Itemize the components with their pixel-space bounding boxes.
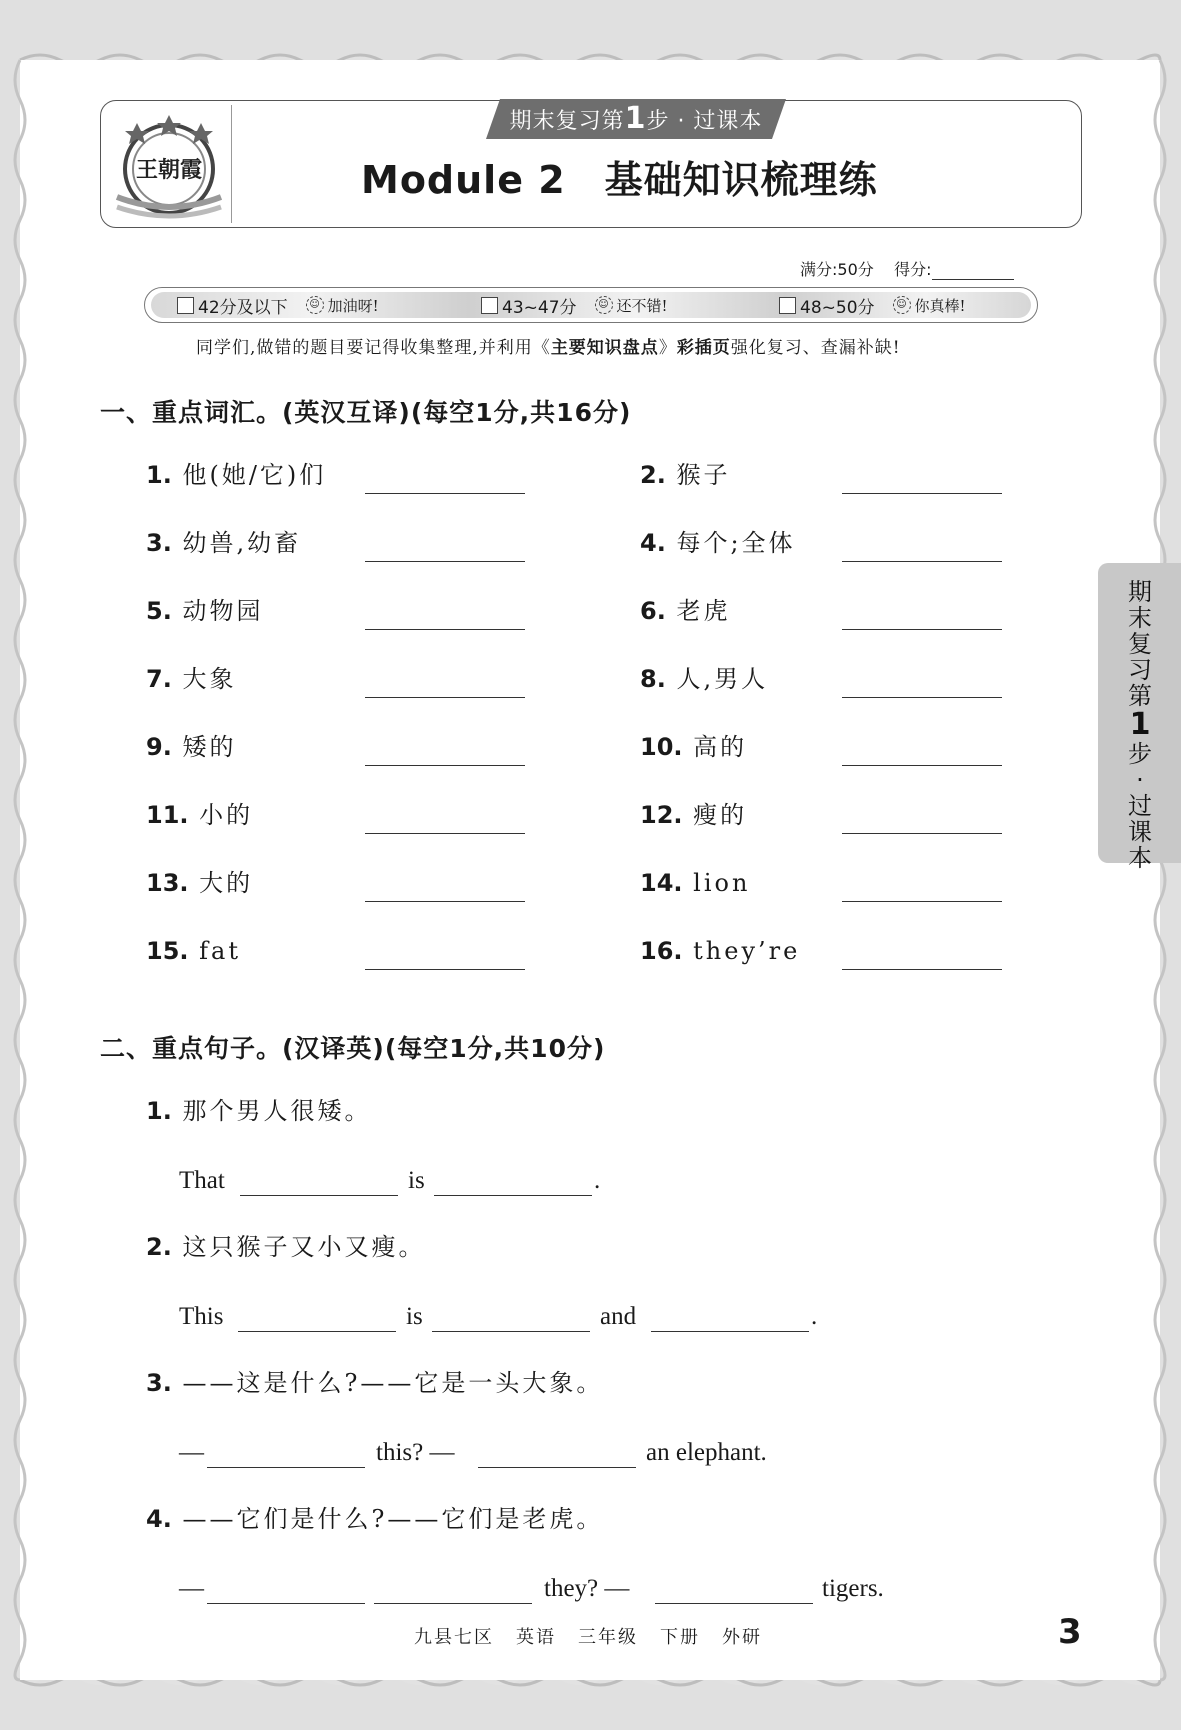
sentence-question — [146, 1232, 425, 1262]
answer-blank[interactable] — [655, 1603, 813, 1604]
vocab-item — [146, 868, 253, 898]
vocab-number: 16. — [640, 937, 683, 965]
vocab-number: 2. — [640, 461, 666, 489]
grade-range: 42分及以下 — [198, 297, 288, 318]
answer-word: tigers. — [822, 1575, 884, 1602]
vocab-answer-blank[interactable] — [842, 833, 1002, 834]
answer-word: is — [406, 1303, 423, 1330]
smiley-icon: ☺ — [893, 296, 911, 314]
header-box — [100, 100, 1082, 228]
vocab-item — [146, 936, 241, 966]
grade-message: 还不错! — [616, 296, 668, 315]
vocab-text: 大象 — [182, 665, 237, 693]
vocab-answer-blank[interactable] — [842, 969, 1002, 970]
vocab-text: they’re — [693, 937, 801, 965]
checkbox-icon[interactable] — [481, 297, 498, 314]
vocab-answer-blank[interactable] — [842, 765, 1002, 766]
question-text: ——它们是什么?——它们是老虎。 — [182, 1505, 604, 1533]
side-tab-char: 本 — [1128, 844, 1152, 872]
answer-word: and — [600, 1303, 637, 1330]
vocab-item — [640, 868, 750, 898]
header-tab — [486, 99, 786, 141]
logo-emblem-icon — [107, 105, 231, 223]
vocab-answer-blank[interactable] — [842, 901, 1002, 902]
publisher-logo — [107, 105, 232, 223]
grade-message: 加油呀! — [327, 296, 379, 315]
vocab-number: 10. — [640, 733, 683, 761]
vocab-text: 动物园 — [182, 597, 264, 625]
grade-range: 48~50分 — [800, 297, 875, 318]
vocab-answer-blank[interactable] — [365, 765, 525, 766]
vocab-number: 12. — [640, 801, 683, 829]
vocab-answer-blank[interactable] — [842, 561, 1002, 562]
answer-word: this? — — [376, 1439, 455, 1466]
side-tab-char: 第 — [1128, 682, 1152, 710]
vocab-text: 幼兽,幼畜 — [182, 529, 302, 557]
side-tab-label — [1118, 579, 1162, 871]
section1-title: 一、重点词汇。(英汉互译)(每空1分,共16分) — [100, 398, 632, 427]
vocab-answer-blank[interactable] — [842, 697, 1002, 698]
footer-region: 九县七区 — [414, 1627, 494, 1648]
grade-option-1[interactable] — [177, 294, 379, 316]
answer-blank[interactable] — [651, 1331, 809, 1332]
answer-word: an elephant. — [646, 1439, 767, 1466]
vocab-item — [640, 596, 730, 626]
side-tab-char: 期 — [1128, 578, 1152, 606]
answer-blank[interactable] — [240, 1195, 398, 1196]
vocab-number: 13. — [146, 869, 189, 897]
vocab-text: 每个;全体 — [676, 529, 796, 557]
logo-text: 王朝霞 — [135, 157, 203, 183]
side-tab-char: 步 — [1128, 740, 1152, 768]
answer-word: That — [179, 1167, 225, 1194]
vocab-item — [146, 664, 236, 694]
question-text: 那个男人很矮。 — [182, 1097, 372, 1125]
vocab-item — [146, 732, 236, 762]
smiley-icon: ☺ — [595, 296, 613, 314]
vocab-number: 8. — [640, 665, 666, 693]
answer-blank[interactable] — [374, 1603, 532, 1604]
footer-grade: 三年级 — [578, 1627, 638, 1648]
answer-word: is — [408, 1167, 425, 1194]
side-tab-char: 过 — [1128, 792, 1152, 820]
answer-punct: . — [594, 1167, 601, 1194]
answer-blank[interactable] — [207, 1467, 365, 1468]
study-notice — [196, 333, 901, 358]
grade-bar — [144, 287, 1038, 323]
question-text: 这只猴子又小又瘦。 — [182, 1233, 426, 1261]
tab-suffix: 步 · 过课本 — [646, 109, 763, 134]
side-chapter-tab — [1098, 563, 1181, 872]
vocab-number: 5. — [146, 597, 172, 625]
side-tab-char: · — [1136, 766, 1144, 794]
page-title: Module 2 基础知识梳理练 — [361, 158, 878, 202]
question-number: 2. — [146, 1233, 172, 1261]
section2-title: 二、重点句子。(汉译英)(每空1分,共10分) — [100, 1034, 606, 1063]
answer-blank[interactable] — [432, 1331, 590, 1332]
question-number: 3. — [146, 1369, 172, 1397]
vocab-number: 1. — [146, 461, 172, 489]
vocab-number: 7. — [146, 665, 172, 693]
question-number: 4. — [146, 1505, 172, 1533]
vocab-item — [640, 664, 768, 694]
vocab-number: 4. — [640, 529, 666, 557]
notice-text: 》 — [658, 338, 677, 358]
tab-prefix: 期末复习第 — [509, 109, 625, 134]
vocab-item — [640, 732, 747, 762]
footer-edition: 外研 — [722, 1627, 762, 1648]
footer-meta — [414, 1623, 784, 1649]
vocab-number: 9. — [146, 733, 172, 761]
side-tab-char: 习 — [1128, 656, 1152, 684]
question-text: ——这是什么?——它是一头大象。 — [182, 1369, 604, 1397]
vocab-text: 他(她/它)们 — [182, 461, 327, 489]
sentence-question — [146, 1368, 603, 1398]
vocab-text: lion — [693, 869, 751, 897]
vocab-text: 大的 — [199, 869, 254, 897]
vocab-item — [640, 528, 796, 558]
grade-option-2[interactable] — [481, 294, 668, 316]
answer-dash: — — [179, 1439, 204, 1466]
vocab-answer-blank[interactable] — [842, 629, 1002, 630]
side-tab-char: 复 — [1128, 630, 1152, 658]
answer-dash: — — [179, 1575, 204, 1602]
vocab-answer-blank[interactable] — [365, 969, 525, 970]
vocab-item — [640, 936, 800, 966]
got-score-label: 得分: — [894, 260, 932, 279]
answer-blank[interactable] — [207, 1603, 365, 1604]
vocab-number: 15. — [146, 937, 189, 965]
side-tab-char: 末 — [1128, 604, 1152, 632]
footer-volume: 下册 — [660, 1627, 700, 1648]
vocab-item — [640, 800, 747, 830]
vocab-answer-blank[interactable] — [365, 901, 525, 902]
checkbox-icon[interactable] — [779, 297, 796, 314]
header-tab-label — [486, 99, 786, 139]
notice-text: 强化复习、查漏补缺! — [730, 338, 901, 358]
answer-word: This — [179, 1303, 224, 1330]
vocab-answer-blank[interactable] — [365, 493, 525, 494]
vocab-item — [146, 800, 253, 830]
side-tab-char: 课 — [1128, 818, 1152, 846]
footer-subject: 英语 — [516, 1627, 556, 1648]
full-score-label: 满分:50分 — [800, 260, 874, 279]
vocab-number: 14. — [640, 869, 683, 897]
answer-word: they? — — [544, 1575, 630, 1602]
notice-text: 同学们,做错的题目要记得收集整理,并利用《 — [196, 338, 551, 358]
page-number: 3 — [1058, 1612, 1082, 1652]
vocab-answer-blank[interactable] — [842, 493, 1002, 494]
vocab-number: 6. — [640, 597, 666, 625]
question-number: 1. — [146, 1097, 172, 1125]
vocab-text: 老虎 — [676, 597, 731, 625]
sentence-question — [146, 1504, 603, 1534]
vocab-text: 矮的 — [182, 733, 237, 761]
sentence-question — [146, 1096, 371, 1126]
vocab-text: 高的 — [693, 733, 748, 761]
vocab-text: fat — [199, 937, 241, 965]
vocab-answer-blank[interactable] — [365, 561, 525, 562]
vocab-item — [640, 460, 730, 490]
grade-option-3[interactable] — [779, 294, 966, 316]
grade-range: 43~47分 — [502, 297, 577, 318]
vocab-text: 人,男人 — [676, 665, 769, 693]
vocab-text: 瘦的 — [693, 801, 748, 829]
vocab-number: 3. — [146, 529, 172, 557]
answer-blank[interactable] — [434, 1195, 592, 1196]
answer-punct: . — [811, 1303, 818, 1330]
side-tab-char: 1 — [1129, 707, 1151, 742]
vocab-item — [146, 596, 263, 626]
vocab-answer-blank[interactable] — [365, 833, 525, 834]
checkbox-icon[interactable] — [177, 297, 194, 314]
vocab-text: 猴子 — [676, 461, 731, 489]
notice-bold: 主要知识盘点 — [550, 338, 659, 358]
answer-blank[interactable] — [478, 1467, 636, 1468]
vocab-item — [146, 528, 301, 558]
vocab-item — [146, 460, 326, 490]
vocab-text: 小的 — [199, 801, 254, 829]
vocab-number: 11. — [146, 801, 189, 829]
grade-message: 你真棒! — [914, 296, 966, 315]
tab-step-number: 1 — [624, 101, 647, 136]
answer-blank[interactable] — [238, 1331, 396, 1332]
vocab-answer-blank[interactable] — [365, 629, 525, 630]
notice-bold: 彩插页 — [676, 338, 731, 358]
score-line — [800, 257, 1014, 280]
score-blank[interactable] — [932, 263, 1014, 280]
vocab-answer-blank[interactable] — [365, 697, 525, 698]
smiley-icon: ☺ — [306, 296, 324, 314]
